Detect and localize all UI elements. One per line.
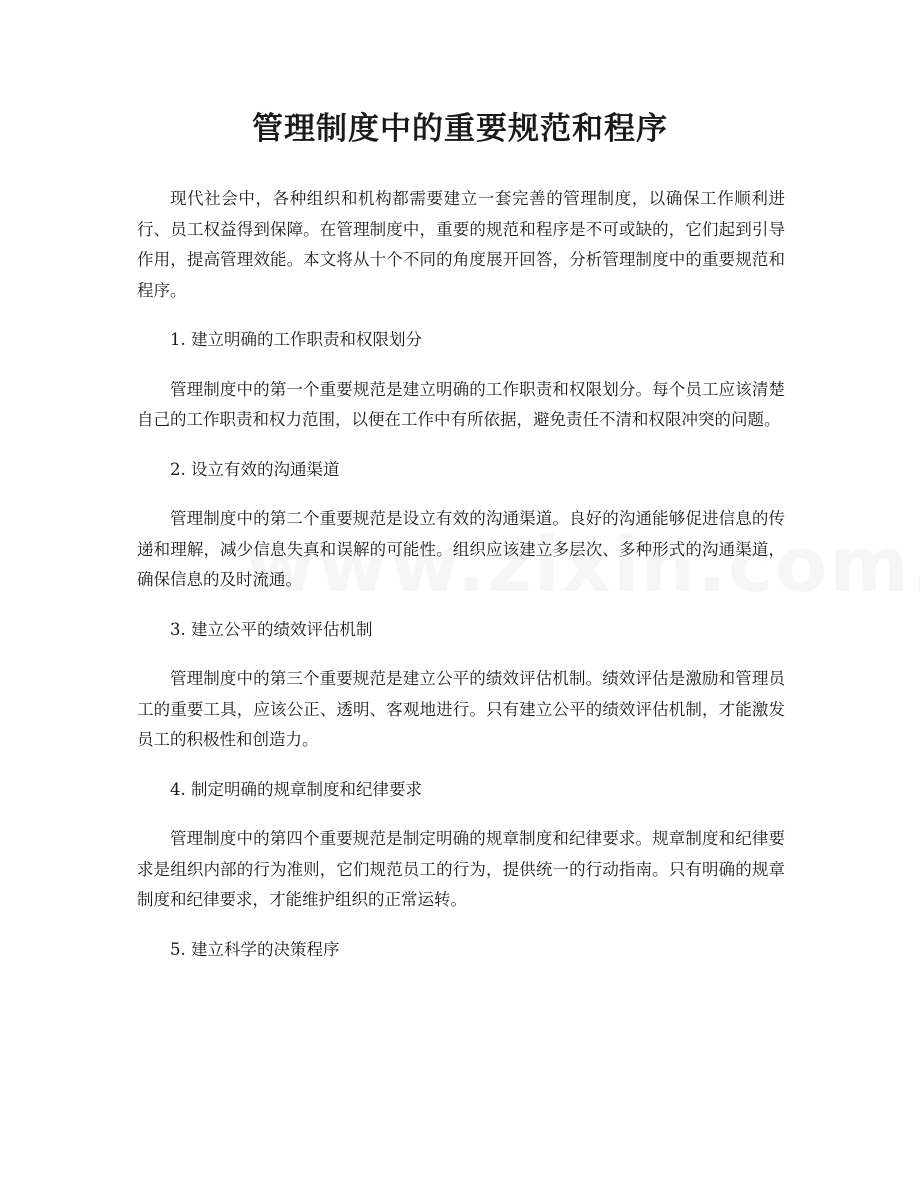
section-heading-5: 5. 建立科学的决策程序 xyxy=(170,939,340,959)
section-paragraph-4: 管理制度中的第四个重要规范是制定明确的规章制度和纪律要求。规章制度和纪律要求是组织内部的行为准则，它们规范员工的行为，提供统一的行动指南。只有明确的规章制度和纪律要求，才能维护组织的正常运转。 xyxy=(137,829,785,909)
section-heading-2: 2. 设立有效的沟通渠道 xyxy=(170,459,340,479)
section-heading-3: 3. 建立公平的绩效评估机制 xyxy=(170,619,373,639)
intro-paragraph: 现代社会中，各种组织和机构都需要建立一套完善的管理制度，以确保工作顺利进行、员工权益得到保障。在管理制度中，重要的规范和程序是不可或缺的，它们起到引导作用，提高管理效能。本文将从十个不同的角度展开回答，分析管理制度中的重要规范和程序。 xyxy=(137,189,785,300)
section-paragraph-2: 管理制度中的第二个重要规范是设立有效的沟通渠道。良好的沟通能够促进信息的传递和理解，减少信息失真和误解的可能性。组织应该建立多层次、多种形式的沟通渠道，确保信息的及时流通。 xyxy=(137,509,785,589)
section-paragraph-1: 管理制度中的第一个重要规范是建立明确的工作职责和权限划分。每个员工应该清楚自己的工作职责和权力范围，以便在工作中有所依据，避免责任不清和权限冲突的问题。 xyxy=(137,379,785,429)
section-heading-1: 1. 建立明确的工作职责和权限划分 xyxy=(170,330,422,349)
section-heading-4: 4. 制定明确的规章制度和纪律要求 xyxy=(170,779,422,799)
section-paragraph-3: 管理制度中的第三个重要规范是建立公平的绩效评估机制。绩效评估是激励和管理员工的重要工具，应该公正、透明、客观地进行。只有建立公平的绩效评估机制，才能激发员工的积极性和创造力。 xyxy=(137,669,785,749)
document-body xyxy=(137,184,785,984)
document-title: 管理制度中的重要规范和程序 xyxy=(252,111,668,147)
